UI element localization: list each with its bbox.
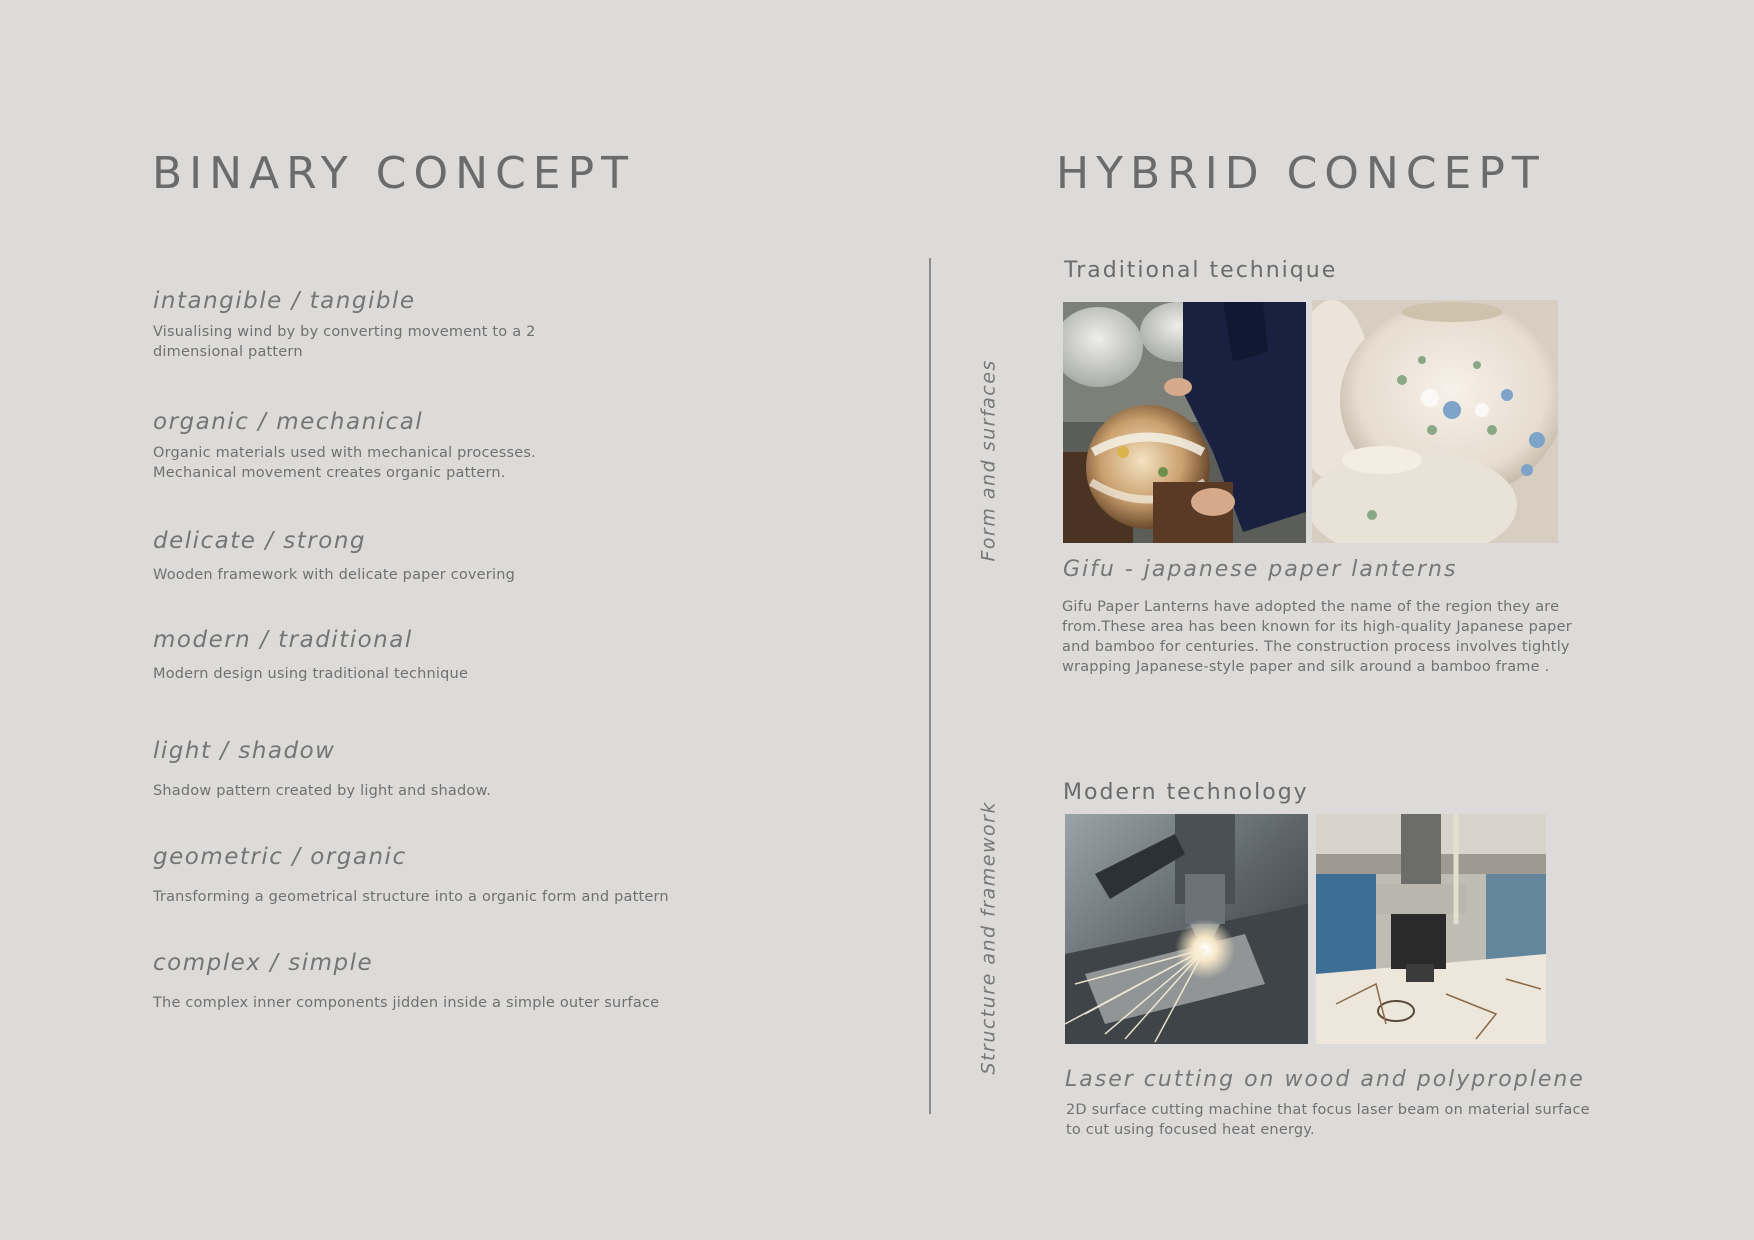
pair-item [153, 952, 773, 1013]
pair-title: light / shadow [153, 738, 336, 764]
painted-lanterns-photo [1312, 300, 1558, 543]
gifu-lantern-caption-title: Gifu - japanese paper lanterns [1063, 557, 1458, 582]
pair-description: Wooden framework with delicate paper covering [153, 567, 515, 583]
hybrid-concept-heading: HYBRID CONCEPT [1056, 148, 1546, 199]
vertical-label-form: Form and surfaces [977, 359, 1000, 562]
pair-title: delicate / strong [153, 528, 367, 554]
binary-concept-heading: BINARY CONCEPT [152, 148, 635, 199]
pair-description: Visualising wind by by converting movement to a 2 dimensional pattern [153, 324, 536, 360]
laser-cutting-caption-title: Laser cutting on wood and polyproplene [1065, 1067, 1585, 1092]
pair-description: Modern design using traditional technique [153, 666, 469, 682]
laser-cutting-description: 2D surface cutting machine that focus laser beam on material surface to cut using focused heat energy. [1066, 1102, 1590, 1138]
pair-title: geometric / organic [153, 844, 407, 870]
pair-item [153, 629, 773, 684]
pair-title: intangible / tangible [153, 288, 416, 314]
pair-title: organic / mechanical [153, 409, 424, 435]
modern-technology-heading: Modern technology [1063, 780, 1309, 805]
gifu-lantern-description: Gifu Paper Lanterns have adopted the name of the region they are from.These area has been known for its high-quality Japanese paper and bamboo for centuries. The construction process involves tightly wrapping Japanese-style paper and silk around a bamboo frame . [1062, 599, 1572, 675]
traditional-technique-heading: Traditional technique [1064, 258, 1338, 283]
vertical-label-structure: Structure and framework [977, 801, 1000, 1075]
lantern-making-photo [1063, 302, 1306, 543]
laser-cutting-photo [1065, 814, 1308, 1044]
pair-item [153, 846, 773, 907]
pair-item [153, 530, 773, 585]
pair-description: Shadow pattern created by light and shadow. [153, 783, 492, 799]
pair-item [153, 290, 773, 362]
column-divider [929, 258, 931, 1114]
pair-description: Organic materials used with mechanical processes. Mechanical movement creates organic pattern. [153, 445, 536, 481]
pair-description: Transforming a geometrical structure into a organic form and pattern [153, 889, 669, 905]
pair-description: The complex inner components jidden inside a simple outer surface [153, 995, 660, 1011]
pair-item [153, 740, 773, 801]
pair-title: complex / simple [153, 950, 374, 976]
pair-title: modern / traditional [153, 627, 413, 653]
pair-item [153, 411, 773, 483]
laser-engraving-photo [1316, 814, 1546, 1044]
